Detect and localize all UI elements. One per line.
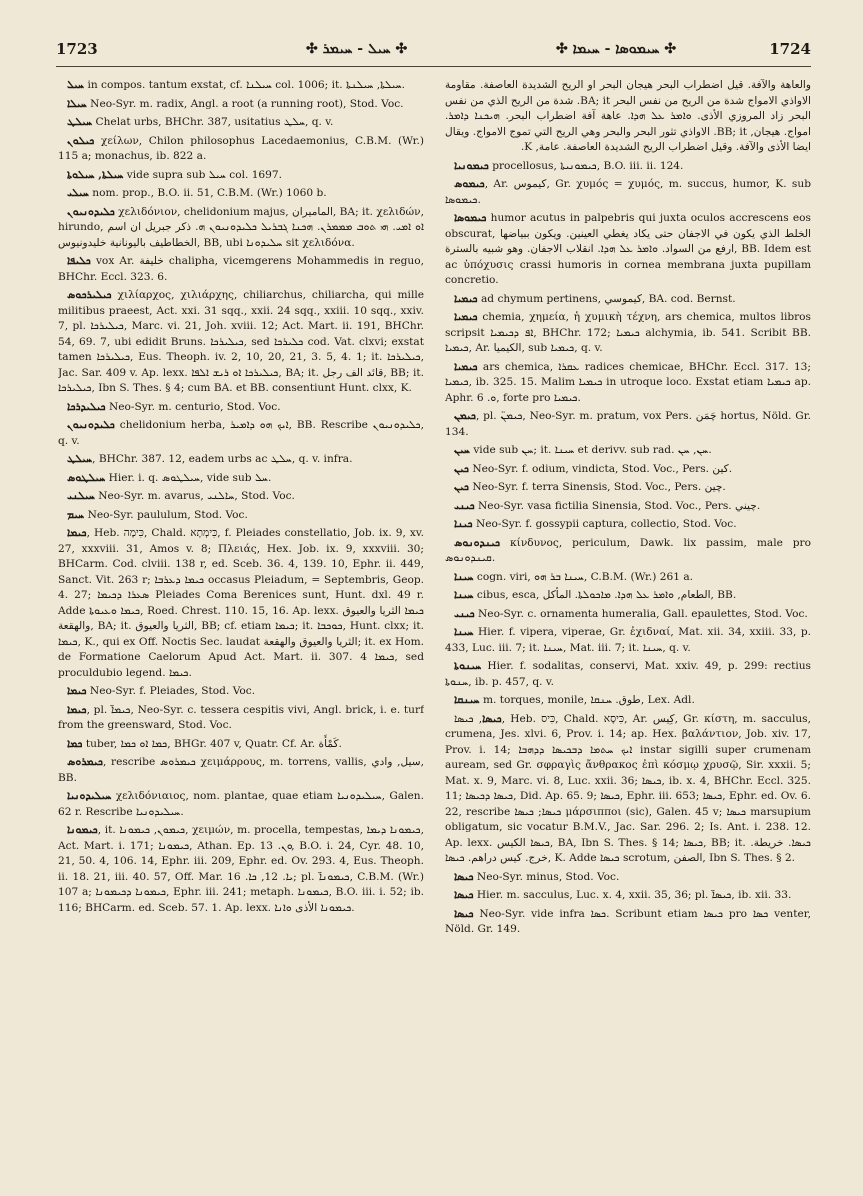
entry-text: Neo-Syr. minus, Stod. Voc. — [473, 870, 620, 883]
entry-headword: ܟܠܝܕܘܢܝܘܢ — [67, 419, 115, 431]
dictionary-entry — [58, 115, 424, 131]
entry-text: Neo-Syr. f. gossypii captura, collectio, Stod. Voc. — [472, 518, 737, 530]
dictionary-entry — [58, 186, 424, 202]
entry-text: χιλίαρχος, χιλιάρχης, chiliarchus, chiliarcha, qui mille militibus praeest, Act. xxi. 31 sqq., xxii. 24 sqq., xxiii. 10 sqq., xxiv. 7, pl. ܟܝܠܝܪܟܐ, Marc. vi. 21, Joh. xviii. 12; Act. Mart. ii. 191, BHChr. 54, 69. 7, ubi edidit Bruns. ܟܝܠܝܪܟܐ, sed ܟܠܝܪܟܐ cod. Vat. clxvi; exstat tamen ܟܝܠܝܪܟܐ, Eus. Theoph. iv. 2, 10, 20, 21, 3. 5, 4. 1; it. ܟܝܠܝܪܟܐ, Jac. Sar. 409 v. Ap. lexx. ܟܝܠܝܪܟܐ ܐܘ ܪܝܫ ܐܠܦܐ, BA; it. قائد الف رجل, BB; it. ܟܝܠܝܪܟܐ, Ibn S. Thes. § 4; cum BA. et BB. consentiunt Hunt. clxx, K. — [58, 289, 424, 394]
dictionary-entry — [445, 517, 811, 533]
entry-text: Neo-Syr. m. centurio, Stod. Voc. — [105, 400, 281, 413]
entry-headword: ܟܝܡܐ — [67, 685, 87, 697]
entry-headword: ܚܝܢܘܬܐ — [454, 660, 482, 672]
dictionary-entry — [445, 907, 811, 938]
entry-headword: ܟܝܡܢ — [454, 410, 476, 422]
entry-headword: ܚܝܠܛ — [67, 116, 93, 128]
entry-text: , pl. ܟܝܡܐ̈, Neo-Syr. c. tessera cespitis vivi, Angl. brick, i. e. turf from the greensward, Stod. Voc. — [58, 703, 424, 731]
dictionary-entry — [445, 888, 811, 904]
entry-text: vide sub ܚܢ; it. ܚܝܢܐ et derivv. sub rad. ܚܢ, ܚܢ. — [469, 444, 712, 456]
entry-text: Neo-Syr. f. odium, vindicta, Stod. Voc., Pers. كين. — [468, 462, 733, 475]
entry-text: cogn. viri, ܚܝܢܐ ܒܪ ܗܘ, C.B.M. (Wr.) 261 a. — [473, 570, 694, 583]
entry-headword: ܟܝܡܘܣܐ — [454, 212, 487, 224]
entry-headword: ܟܝܡܐ — [67, 527, 87, 539]
entry-headword: ܚܝܠܢܝ — [67, 490, 95, 502]
entry-text: κίνδυνος, periculum, Dawk. lix passim, male pro ܩܝܢܕܘܢܘܣ. — [445, 536, 811, 564]
entry-text: tuber, ܟܡܐ ܐܘ ܟܡܐ, BHGr. 407 v, Quatr. Cf. Ar. كَمْأَة. — [82, 737, 342, 750]
entry-text: Neo-Syr. c. ornamenta humeralia, Gall. epaulettes, Stod. Voc. — [474, 607, 808, 620]
dictionary-entry — [445, 462, 811, 478]
header-rule — [56, 66, 811, 67]
entry-text: ars chemica, ܥܩܪܐ radices chemicae, BHChr. Eccl. 317. 13; ܟܝܡܝܐ, ib. 325. 15. Malim ܟܝܡܝܐ in utroque loco. Exstat etiam ܟܝܡܝܐ ap. Aphr. ܘ. 6, forte pro ܟܝܡܝܐ. — [445, 360, 811, 404]
entry-text: , BHChr. 387. 12, eadem urbs ac ܚܠܛ, q. v. infra. — [92, 453, 353, 465]
entry-text: والعاهة والآفة. قيل اضطراب البحر هيجان البحر او الريح الشديدة العاصفة. مقاومة الاواذي الامواج شدة من الريح من نفس البحر BA; it. شدة من الريح الذي من نفس البحر زاد المروزي الأذى. ܘܐܡܪ ܥܠ ܗܕܐ. عاهة آفة اضطراب البحر. ܗܝܟܢܐ ܕܐܡܪ. امواج. هيجان, BB; it. الاواذي تثور البحر والبحر وهي الريح التي تموج الامواج. ويقال ايضا الأذى والآفة. وقيل اضطراب الريح الشديدة العاصفة. عامة, K. — [445, 79, 811, 153]
dictionary-entry — [58, 97, 424, 113]
entry-headword: ܟܡܐ — [67, 737, 83, 750]
entry-text: Neo-Syr. m. radix, Angl. a root (a running root), Stod. Voc. — [86, 97, 404, 110]
entry-headword: ܚܝܠ — [67, 79, 85, 91]
entry-headword: ܚܝܠܬܐ, ܚܝܠܘܬܐ — [67, 168, 124, 181]
entry-headword: ܟܝܣܐ — [454, 907, 474, 920]
entry-text: Neo-Syr. f. Pleiades, Stod. Voc. — [86, 685, 256, 697]
entry-text: m. torques, monile, طوق. ܚܢܩܐ, Lex. Adl. — [479, 694, 695, 706]
running-head-left: ✣ ܚܝܠ - ܚܝܡܪ ✣ — [306, 41, 408, 57]
dictionary-entry — [445, 360, 811, 407]
dictionary-entry — [58, 755, 424, 786]
left-column — [58, 78, 424, 1168]
dictionary-entry — [445, 499, 811, 515]
dictionary-entry — [445, 78, 811, 156]
dictionary-entry — [445, 409, 811, 440]
entry-text: , it. ܟܝܡܘܢ, ܟܝܡܘܢܐ, χειμών, m. procella, tempestas, ܟܝܡܘܢܐ ܕܝܡܐ, Act. Mart. i. 171; ܟܝܡܘܢܐ, Athan. Ep. ܘܢ. 13, B.O. i. 24, Cyr. 48. 10, 21, 50. 4, 106. 14, Ephr. iii. 209, Ephr. ed. Ov. 293. 4, Eus. Theoph. ii. 18. 21, iii. 40. 57, Off. Mar. ܝܐ. 12, ܟܐ. 16; pl. ܟܝܡܘܢܐ̈, C.B.M. (Wr.) 107 a; ܟܝܡܘܢܐ ܕܟܝܡܘܢܐ, Ephr. iii. 241; metaph. ܟܝܡܘܢܐ, B.O. iii. i. 52; ib. 116; BHCarm. ed. Sceb. 57. 1. Ap. lexx. ܟܝܡܘܢܐ الأذى ܘܐܢܐ. — [58, 824, 424, 914]
dictionary-entry — [58, 489, 424, 505]
dictionary-entry — [58, 737, 424, 753]
entry-headword: ܚܝܡ — [67, 508, 85, 521]
entry-headword: ܟܝܢ — [454, 481, 469, 493]
entry-text: , Ar. كيموس, Gr. χυμός = χυμός, m. succus, humor, K. sub ܟܝܡܘܣܐ. — [445, 178, 811, 206]
entry-headword: ܟܝܡܝܐ — [454, 292, 478, 305]
entry-text: , ܟܝܣܐ, Heb. כִּיס, Chald. כִּיסָא, Ar. كِيس, Gr. κίστη, m. sacculus, crumena, Jes. xlvi. 6, Prov. i. 14; ap. Hex. βαλάντιον, Job. xiv. 17, Prov. i. 14; ܐܝܟ ܚܬܡܐ ܕܒܟܝܣܐ ܕܕܗܒܐ instar sigilli super crumenam auream, sed Gr. σφραγὶς ἄνθρακος ἐπὶ κόσμῳ χρυσῷ, Sir. xxxii. 5; Mat. x. 9, Marc. vi. 8, Luc. xxii. 36; ܟܝܣܐ, ib. x. 4, BHChr. Eccl. 325. 11; ܟܝܣܐ ܕܟܝܣܐ, Did. Ap. 65. 9; ܟܝܣܐ, Ephr. iii. 653; ܟܝܣܐ, Ephr. ed. Ov. 6. 22, rescribe ܟܝܣܐ; ܟܝܣܐ μάρσιπποι (sic), Galen. 45 v; ܟܝܣܐ marsupium obligatum, sic vocatur B.M.V., Jac. Sar. 296. 2; Is. Ant. i. 238. 12. Ap. lexx. ܟܝܣܐ الكيس, BA, Ibn S. Thes. § 14; ܟܝܣܐ, BB; it. ܟܝܣܐ. خريطة. خرج. كيس دراهم. ܟܝܣܐ, K. Adde ܟܝܣܐ scrotum, الصفن, Ibn S. Thes. § 2. — [445, 712, 811, 864]
entry-headword: ܟܝܡܝܐ — [454, 311, 478, 323]
dictionary-entry — [445, 480, 811, 496]
entry-headword: ܟܝܣܐ — [482, 712, 502, 725]
entry-text: , Heb. כִּימָה, Chald. כִּימְתָא, f. Pleiades constellatio, Job. ix. 9, xv. 27, xxxviii. 31, Amos v. 8; Πλειάς, Hex. Job. ix. 9, xxxviii. 30; BHCarm. Cod. clviii. 138 r, ed. Sceb. 36. 4, 139. 10, Ephr. ii. 449, Sanct. Vit. 263 r; ܟܝܡܐ ܕܥܪܒܐ occasus Pleiadum, = Septembris, Geop. 4. 27; ܣܥܪܐ ܕܟܝܡܐ Pleiades Coma Berenices sunt, Hunt. dxl. 49 r. Adde ܟܝܡܐ ܘܥܝܘܬܐ, Roed. Chrest. 110. 15, 16. Ap. lexx. ܟܝܡܐ الثريا والعيوق والهقعة, BA; it. الثريا والعيوق, BB; cf. etiam ܟܝܡܐ; it. ܟܘܟܒܐ, Hunt. clxx; it. ܟܝܡܐ, K., qui ex Off. Noctis Sec. laudat الثريا والعيوق والهقعة; it. ex Hom. de Formatione Caelorum Apud Act. Mart. ii. 307. 4 ܟܝܡܐ, sed proculdubio legend. ܟܝܡܐ. — [58, 527, 424, 679]
entry-headword: ܟܠܝܕܘܢܝܘܢ — [67, 205, 115, 218]
entry-headword: ܚܝܠܝܕܘܢܝܐ — [67, 790, 112, 802]
entry-text: Hier. f. vipera, viperae, Gr. ἐχιδναί, Mat. xii. 34, xxiii. 33, p. 433, Luc. iii. 7; it. ܚܝܢܐ, Mat. iii. 7; it. ܚܝܢܐ, q. v. — [445, 626, 811, 654]
entry-headword: ܚܝܢܐ — [454, 626, 474, 638]
dictionary-entry — [445, 870, 811, 886]
entry-headword: ܟܝܡܝܐ — [454, 360, 478, 373]
entry-text: in compos. tantum exstat, cf. ܚܝܠܢܐ col. 1006; it. ܚܝܠܬܐ, ܚܝܠܢܬܐ. — [84, 79, 405, 91]
dictionary-entry — [445, 292, 811, 308]
entry-headword: ܚܝܢ — [454, 444, 470, 456]
entry-headword: ܟܝܡܘܣ — [454, 178, 485, 190]
entry-text: χελιδόνιον, chelidonium majus, الماميران, BA; it. χελιδών, hirundo, ܐܘ ܐܡܝ. ܗܝ ܬܘܒ ܡܡܡܪܢ. ܗܟܢܐ ܓܒܪܝܠ ܟܠܝܕܘܢܝܘܢ ܗ. ذكر جبريل ان اسم الخطاطيف باليونانية خليدونيوس, BB, ubi ܚܠܝܕܘܢܐ sit χελιδόνα. — [58, 205, 424, 249]
dictionary-entry — [58, 526, 424, 681]
dictionary-entry — [58, 471, 424, 487]
dictionary-entry — [58, 823, 424, 916]
dictionary-entry — [445, 588, 811, 604]
dictionary-entry — [445, 310, 811, 357]
dictionary-entry — [445, 625, 811, 656]
entry-headword: ܟܝܢܝ — [454, 499, 475, 512]
entry-text: Hier. f. sodalitas, conservi, Mat. xxiv. 49, p. 299: rectius ܚܢܘܬܐ, ib. p. 457, q. v. — [445, 660, 811, 688]
entry-text: Neo-Syr. paululum, Stod. Voc. — [84, 508, 248, 521]
entry-headword: ܚܝܢܐ — [454, 589, 474, 601]
entry-text: , pl. ܟܝܡܢ̈, Neo-Syr. m. pratum, vox Pers. چَمَن hortus, Nöld. Gr. 134. — [445, 410, 811, 438]
entry-text: Hier. m. sacculus, Luc. x. 4, xxii. 35, 36; pl. ܟܝܣܐ̈, ib. xii. 33. — [473, 889, 792, 901]
entry-text: , rescribe ܟܝܡܪܘܣ χειμάρρους, m. torrens, vallis, سيل, وادي, BB. — [58, 756, 424, 784]
running-head-right: ✣ ܚܝܡܘܣܐ - ܚܝܡܐ ✣ — [556, 41, 677, 57]
entry-text: Neo-Syr. vasa fictilia Sinensia, Stod. Voc., Pers. چيني. — [474, 499, 761, 512]
dictionary-entry — [58, 418, 424, 449]
dictionary-entry — [445, 607, 811, 623]
entry-headword: ܟܝܡܐ — [67, 703, 87, 716]
page-number-left: 1723 — [56, 40, 98, 58]
entry-headword: ܟܝܣܐ — [454, 889, 474, 901]
entry-headword: ܟܠܝܦܐ — [67, 255, 91, 267]
entry-headword: ܚܝܢܐ — [454, 570, 474, 583]
entry-text: chelidonium herba, ܐܝܟ ܗܘ ܕܐܡܝܪ, BB. Rescribe ܟܠܝܕܘܢܝܘܢ, q. v. — [58, 419, 424, 447]
entry-headword: ܟܝܡܘܢܐ — [67, 824, 98, 836]
page-header — [56, 40, 811, 62]
dictionary-entry — [58, 205, 424, 252]
dictionary-entry — [445, 177, 811, 208]
entry-headword: ܚܝܠܛܘܣ — [67, 471, 106, 484]
entry-text: vide supra sub ܚܝܠ col. 1697. — [123, 168, 283, 181]
dictionary-entry — [445, 570, 811, 586]
dictionary-entry — [445, 693, 811, 709]
entry-headword: ܟܝܣܐ — [454, 870, 474, 883]
dictionary-entry — [58, 508, 424, 524]
entry-text: Hier. i. q. ܚܝܠܛܘܣ, vide sub ܚܠ. — [105, 471, 272, 484]
entry-text: Neo-Syr. m. avarus, ܚܐܠܢܝ, Stod. Voc. — [94, 490, 295, 502]
dictionary-entry — [58, 288, 424, 397]
entry-headword: ܟܝܢܝ — [454, 607, 475, 620]
dictionary-entry — [445, 443, 811, 459]
dictionary-entry — [445, 712, 811, 867]
dictionary-entry — [58, 254, 424, 285]
entry-text: Chelat urbs, BHChr. 387, usitatius ܚܠܛ, q. v. — [92, 116, 334, 128]
entry-text: procellosus, ܟܝܡܘܢܝܬܐ, B.O. iii. ii. 124. — [488, 159, 684, 172]
entry-text: Neo-Syr. vide infra ܟܣܐ. Scribunt etiam ܟܝܣܐ pro ܟܣܐ venter, Nöld. Gr. 149. — [445, 907, 811, 935]
entry-text: cibus, esca, الطعام, ܘܐܡܪ ܥܠ ܗܕܐ. ܡܐܟܘܠܬܐ. المأكل, BB. — [473, 589, 737, 601]
entry-text: ad chymum pertinens, كيموسي, BA. cod. Bernst. — [477, 292, 736, 305]
dictionary-entry — [58, 168, 424, 184]
entry-text: nom. prop., B.O. ii. 51, C.B.M. (Wr.) 1060 b. — [88, 187, 327, 199]
entry-headword: ܚܝܠܛ — [67, 453, 93, 465]
right-column — [445, 78, 811, 1168]
entry-headword: ܚܝܢܩܐ — [454, 694, 480, 706]
dictionary-entry — [58, 452, 424, 468]
entry-headword: ܟܝܢܕܘܢܘܣ — [454, 536, 501, 549]
entry-headword: ܟܝܢ — [454, 462, 469, 475]
entry-text: Neo-Syr. f. terra Sinensis, Stod. Voc., Pers. چين. — [468, 481, 726, 493]
entry-headword: ܟܝܢܐ — [454, 518, 473, 530]
dictionary-entry — [58, 400, 424, 416]
page-number-right: 1724 — [769, 40, 811, 58]
entry-headword: ܟܝܡܘܢܝܐ — [454, 159, 489, 172]
dictionary-entry — [58, 684, 424, 700]
dictionary-entry — [58, 703, 424, 734]
entry-headword: ܚܝܠܐ — [67, 97, 87, 110]
entry-text: χελιδόνιαιος, nom. plantae, quae etiam ܚܝܠܝܕܘܢܝܐ, Galen. 62 r. Rescribe ܚܝܠܝܕܘܢܝܐ. — [58, 790, 424, 818]
entry-text: chemia, χημεία, ἡ χυμικὴ τέχνη, ars chemica, multos libros scripsit ܐܦ ܕܟܝܡܝܐ, BHChr. 172; ܟܝܡܝܐ alchymia, ib. 541. Scribit BB. ܟܝܡܝܐ, Ar. الكيميا, sub ܟܝܡܝܐ, q. v. — [445, 311, 811, 354]
dictionary-entry — [445, 659, 811, 690]
dictionary-entry — [445, 536, 811, 567]
entry-headword: ܟܝܡܪܘܣ — [67, 756, 103, 768]
dictionary-entry — [58, 134, 424, 165]
entry-headword: ܟܝܠܝܪܟܘܣ — [67, 289, 112, 301]
dictionary-entry — [58, 789, 424, 820]
entry-text: χείλων, Chilon philosophus Lacedaemonius, C.B.M. (Wr.) 115 a; monachus, ib. 822 a. — [58, 134, 424, 162]
entry-headword: ܚܝܠܝ — [67, 187, 89, 199]
entry-headword: ܟܝܠܘܢ — [67, 134, 95, 147]
entry-text: humor acutus in palpebris qui juxta oculos accrescens eos obscurat, الخلط الذي يكون في الاجفان حتى يكاد يغطي العينين. ويكون ببياضها ارفع من السواد. ܘܐܡܪ ܥܠ ܗܕܐ. انقلاب الاجفان. وهو شبيه بالسترة, BB. Idem est ac ὑπόχυσις crassi humoris in cornea membrana juxta pupillam concretio. — [445, 212, 811, 286]
dictionary-entry — [445, 211, 811, 289]
entry-headword: ܟܝܠܝܕܪܟܐ — [67, 400, 106, 413]
dictionary-entry — [445, 159, 811, 175]
dictionary-entry — [58, 78, 424, 94]
entry-text: vox Ar. خليفة chalipha, vicemgerens Mohammedis in reguo, BHChr. Eccl. 323. 6. — [58, 255, 424, 283]
